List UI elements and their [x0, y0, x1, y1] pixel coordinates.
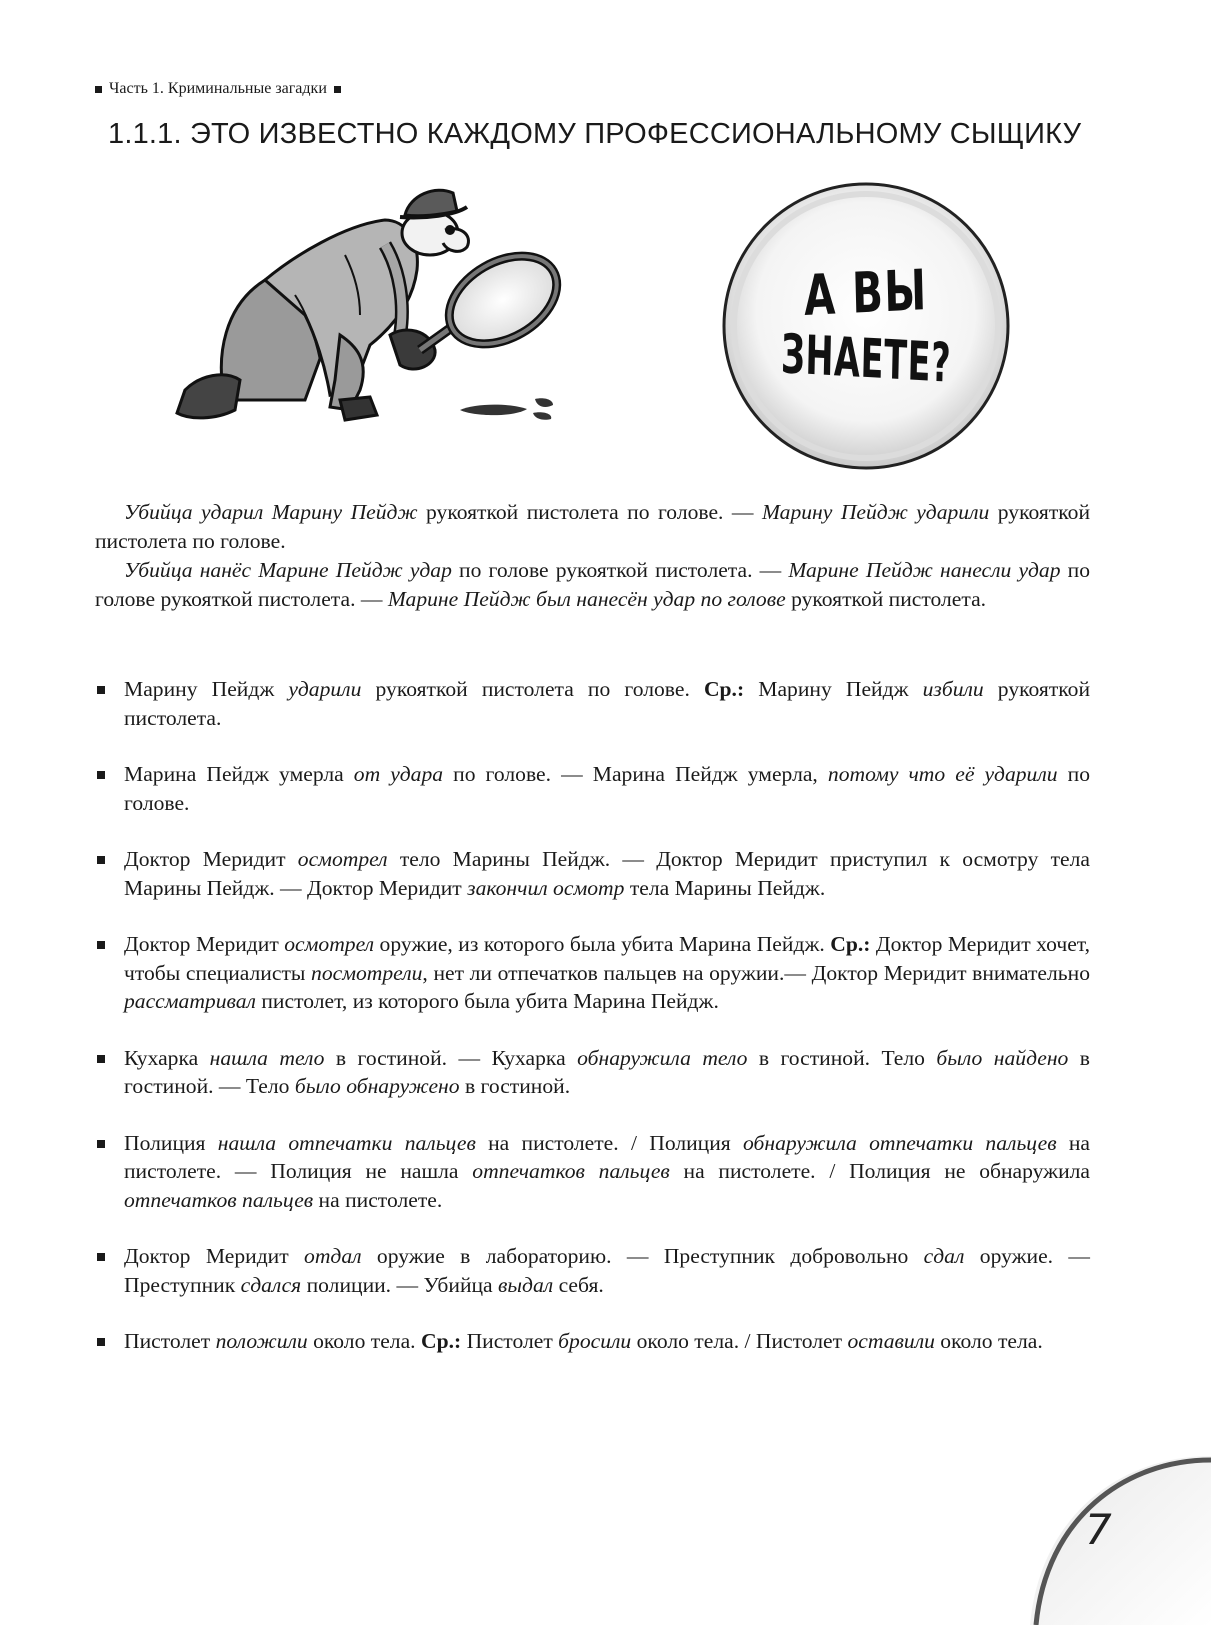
- italic-phrase: обнаружила тело: [577, 1045, 748, 1070]
- italic-phrase: сдался: [240, 1272, 302, 1297]
- italic-phrase: нашла отпечатки пальцев: [217, 1130, 476, 1155]
- emphasis-label: Ср.:: [420, 1329, 462, 1353]
- square-bullet-icon: [97, 1338, 105, 1346]
- list-item: [95, 930, 1090, 1016]
- italic-phrase: избили: [922, 677, 984, 701]
- text-run: по голове рукояткой пистолета. —: [451, 558, 789, 582]
- text-run: оружие. — Преступник: [124, 1244, 1090, 1297]
- italic-phrase: было найдено: [936, 1045, 1069, 1070]
- round-badge-icon: [720, 180, 1012, 472]
- list-item: [95, 1327, 1090, 1356]
- text-run: Доктор Меридит хочет, чтобы специалисты: [124, 932, 1091, 985]
- italic-phrase: Убийца нанёс Марине Пейдж удар: [124, 558, 452, 582]
- italic-phrase: отпечатков пальцев: [124, 1187, 314, 1212]
- running-head: [95, 80, 341, 98]
- text-run: на пистолете. / Полиция не обнаружила: [669, 1159, 1090, 1183]
- text-run: в гостиной. Тело: [747, 1045, 937, 1070]
- text-run: рукояткой пистолета по голове. —: [417, 500, 762, 524]
- italic-phrase: обнаружила отпечатки пальцев: [743, 1130, 1057, 1155]
- italic-phrase: оставили: [847, 1329, 935, 1353]
- italic-phrase: нашла тело: [209, 1045, 325, 1070]
- text-run: Кухарка: [124, 1045, 210, 1070]
- list-item-text: [124, 847, 1090, 900]
- page-number: 7: [1085, 1505, 1112, 1554]
- emphasis-label: Ср.:: [703, 677, 745, 701]
- text-run: Пистолет: [124, 1329, 216, 1353]
- text-run: по голове.: [124, 762, 1090, 815]
- italic-phrase: от удара: [353, 762, 444, 786]
- examples-list: [95, 675, 1090, 1356]
- list-item: [95, 1242, 1090, 1299]
- section-title: 1.1.1. ЭТО ИЗВЕСТНО КАЖДОМУ ПРОФЕССИОНАЛЬНОМУ СЫЩИКУ: [108, 118, 1082, 150]
- text-run: Марину Пейдж: [744, 677, 923, 701]
- text-run: Доктор Меридит: [124, 847, 298, 871]
- list-item-text: [124, 1329, 1043, 1353]
- italic-phrase: Марине Пейдж был нанесён удар по голове: [387, 587, 786, 611]
- square-bullet-icon: [97, 941, 105, 949]
- text-run: пистолет, из которого была убита Марина Пейдж.: [255, 989, 719, 1013]
- list-item-text: [124, 1046, 1090, 1099]
- square-bullet-icon: [97, 1253, 105, 1261]
- text-run: тело Марины Пейдж. — Доктор Меридит приступил к осмотру тела Марины Пейдж. — Доктор Меридит: [124, 847, 1090, 900]
- italic-phrase: было обнаружено: [294, 1074, 460, 1098]
- italic-phrase: выдал: [498, 1272, 554, 1297]
- italic-phrase: Марину Пейдж ударили: [761, 500, 990, 524]
- list-item-text: [124, 762, 1090, 815]
- text-run: , нет ли отпечатков пальцев на оружии.— Доктор Меридит внимательно: [422, 960, 1090, 985]
- text-run: рукояткой пистолета по голове.: [361, 677, 704, 701]
- badge-line-2: ЗНАЕТЕ?: [780, 322, 952, 395]
- square-bullet-icon: [97, 771, 105, 779]
- text-run: Доктор Меридит: [124, 1244, 305, 1268]
- text-run: Пистолет: [461, 1329, 559, 1353]
- text-run: Доктор Меридит: [124, 932, 285, 956]
- page-corner-decoration: [1030, 1456, 1211, 1625]
- text-run: около тела.: [934, 1329, 1043, 1353]
- text-run: на пистолете. — Полиция не нашла: [124, 1130, 1090, 1183]
- italic-phrase: бросили: [558, 1329, 632, 1353]
- list-item-text: [124, 1244, 1090, 1297]
- text-run: в гостиной. — Кухарка: [324, 1045, 578, 1070]
- intro-text: [95, 498, 1090, 614]
- square-bullet-icon: [334, 86, 341, 93]
- emphasis-label: Ср.:: [830, 932, 871, 956]
- italic-phrase: отпечатков пальцев: [472, 1159, 670, 1183]
- text-run: на пистолете.: [313, 1187, 443, 1212]
- text-run: в гостиной. — Тело: [124, 1045, 1090, 1098]
- list-item: [95, 1044, 1090, 1101]
- text-run: оружие в лабораторию. — Преступник добровольно: [361, 1244, 924, 1268]
- italic-phrase: осмотрел: [297, 847, 388, 871]
- list-item: [95, 675, 1090, 732]
- italic-phrase: положили: [215, 1329, 308, 1353]
- text-run: по голове рукояткой пистолета. —: [95, 558, 1090, 611]
- square-bullet-icon: [97, 1055, 105, 1063]
- list-item-text: [124, 932, 1090, 1013]
- intro-paragraph: [95, 498, 1090, 556]
- text-run: около тела. / Пистолет: [631, 1329, 848, 1353]
- text-run: рукояткой пистолета.: [124, 677, 1091, 730]
- text-run: Марину Пейдж: [124, 677, 289, 701]
- text-run: полиции. — Убийца: [301, 1272, 499, 1297]
- square-bullet-icon: [97, 1140, 105, 1148]
- italic-phrase: посмотрели: [311, 960, 423, 985]
- square-bullet-icon: [97, 856, 105, 864]
- list-item-text: [124, 1131, 1090, 1212]
- italic-phrase: Марине Пейдж нанесли удар: [788, 558, 1061, 582]
- italic-phrase: потому что её ударили: [827, 762, 1058, 786]
- list-item: [95, 760, 1090, 817]
- list-item-text: [124, 677, 1090, 730]
- italic-phrase: осмотрел: [284, 932, 375, 956]
- detective-with-magnifier-icon: [155, 185, 580, 440]
- italic-phrase: рассматривал: [124, 989, 256, 1013]
- text-run: в гостиной.: [459, 1074, 571, 1098]
- intro-paragraph: [95, 556, 1090, 614]
- square-bullet-icon: [95, 86, 102, 93]
- text-run: оружие, из которого была убита Марина Пейдж.: [374, 932, 831, 956]
- italic-phrase: Убийца ударил Марину Пейдж: [124, 500, 418, 524]
- text-run: на пистолете. / Полиция: [475, 1130, 743, 1155]
- italic-phrase: ударили: [288, 677, 362, 701]
- text-run: Полиция: [124, 1130, 218, 1155]
- text-run: тела Марины Пейдж.: [624, 875, 826, 900]
- running-head-text: Часть 1. Криминальные загадки: [109, 80, 327, 97]
- badge-line-1: А ВЫ: [803, 258, 929, 329]
- list-item: [95, 845, 1090, 902]
- text-run: Марина Пейдж умерла: [124, 762, 354, 786]
- text-run: рукояткой пистолета.: [785, 587, 987, 611]
- text-run: рукояткой пистолета по голове.: [95, 500, 1090, 553]
- italic-phrase: отдал: [304, 1244, 362, 1268]
- text-run: себя.: [553, 1272, 604, 1297]
- square-bullet-icon: [97, 686, 105, 694]
- list-item: [95, 1129, 1090, 1215]
- italic-phrase: сдал: [923, 1244, 965, 1268]
- italic-phrase: закончил осмотр: [467, 875, 625, 900]
- text-run: по голове. — Марина Пейдж умерла,: [443, 762, 828, 786]
- text-run: около тела.: [307, 1329, 421, 1353]
